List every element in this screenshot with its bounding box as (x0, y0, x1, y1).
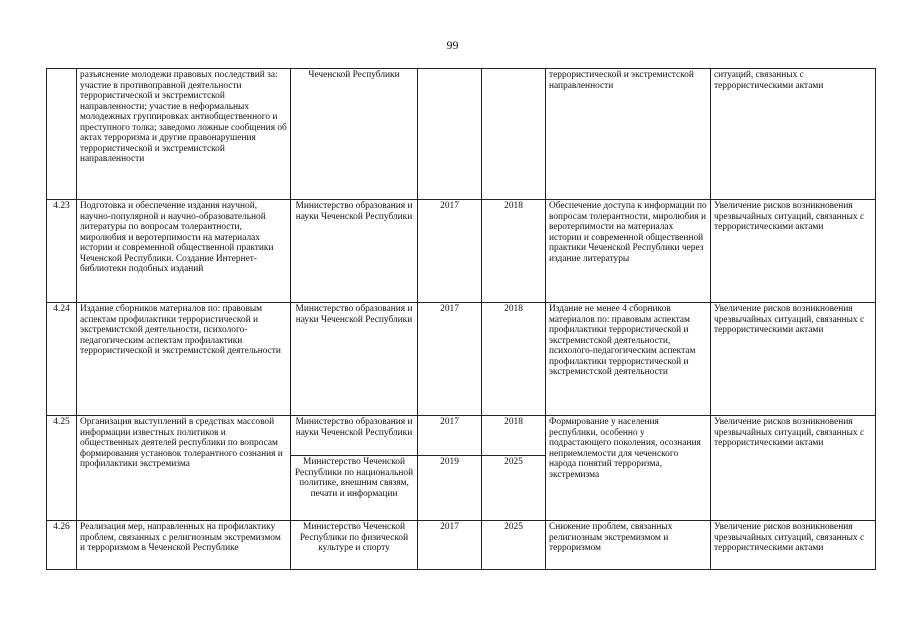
executor-cell: Министерство образования и науки Чеченской Республики (291, 200, 418, 303)
consequence-cell: ситуаций, связанных с террористическими актами (711, 69, 876, 200)
activity-cell: Подготовка и обеспечение издания научной, научно-популярной и научно-образовательной литературы по вопросам толерантности, миролюбия и веротерпимости на материалах истории и современной общественной практики Чеченской Республики. Создание Интернет-библиотеки подобных изданий (77, 200, 291, 303)
table-row (47, 69, 876, 200)
result-cell: Обеспечение доступа к информации по вопросам толерантности, миролюбия и веротерпимости на материалах истории и современной общественной практики Чеченской Республики через издание литературы (546, 200, 711, 303)
executor-cell: Министерство Чеченской Республики по национальной политике, внешним связям, печати и информации (291, 456, 418, 521)
result-cell: Снижение проблем, связанных религиозным экстремизмом и терроризмом (546, 521, 711, 570)
table-row (47, 303, 876, 416)
result-cell: Издание не менее 4 сборников материалов по: правовым аспектам профилактики террористической и экстремистской деятельности, психолого-педагогическим аспектам профилактики террористической и экстремистской деятельности (546, 303, 711, 416)
result-cell: Формирование у населения республики, особенно у подрастающего поколения, осознания неприемлемости для чеченского народа понятий терроризма, экстремизма (546, 416, 711, 521)
start-year-cell (418, 69, 482, 200)
consequence-cell: Увеличение рисков возникновения чрезвычайных ситуаций, связанных с террористическими актами (711, 521, 876, 570)
table-row (47, 200, 876, 303)
start-year-cell: 2017 (418, 303, 482, 416)
activity-cell: Организация выступлений в средствах массовой информации известных политиков и общественных деятелей республики по вопросам формирования установок толерантного сознания и профилактики экстремизма (77, 416, 291, 521)
row-number (47, 69, 77, 200)
end-year-cell: 2018 (482, 416, 546, 456)
executor-cell: Министерство образования и науки Чеченской Республики (291, 416, 418, 456)
executor-cell: Министерство Чеченской Республики по физической культуре и спорту (291, 521, 418, 570)
start-year-cell: 2017 (418, 521, 482, 570)
start-year-cell: 2017 (418, 416, 482, 456)
end-year-cell: 2018 (482, 303, 546, 416)
start-year-cell: 2017 (418, 200, 482, 303)
consequence-cell: Увеличение рисков возникновения чрезвычайных ситуаций, связанных с террористическими актами (711, 416, 876, 521)
table-row (47, 416, 876, 456)
measures-table (46, 68, 876, 570)
start-year-cell: 2019 (418, 456, 482, 521)
row-number: 4.23 (47, 200, 77, 303)
end-year-cell: 2025 (482, 521, 546, 570)
end-year-cell: 2018 (482, 200, 546, 303)
activity-cell: разъяснение молодежи правовых последствий за: участие в противоправной деятельности террористической и экстремистской направленности; участие в неформальных молодежных группировках антиобщественного и преступного толка; заведомо ложные сообщения об актах терроризма и другие правонарушения террористической и экстремистской направленности (77, 69, 291, 200)
row-number: 4.26 (47, 521, 77, 570)
consequence-cell: Увеличение рисков возникновения чрезвычайных ситуаций, связанных с террористическими актами (711, 303, 876, 416)
activity-cell: Издание сборников материалов по: правовым аспектам профилактики террористической и экстремистской деятельности, психолого-педагогическим аспектам профилактики террористической и экстремистской деятельности (77, 303, 291, 416)
table-row (47, 521, 876, 570)
end-year-cell: 2025 (482, 456, 546, 521)
executor-cell: Министерство образования и науки Чеченской Республики (291, 303, 418, 416)
end-year-cell (482, 69, 546, 200)
consequence-cell: Увеличение рисков возникновения чрезвычайных ситуаций, связанных с террористическими актами (711, 200, 876, 303)
executor-cell: Чеченской Республики (291, 69, 418, 200)
row-number: 4.24 (47, 303, 77, 416)
page-number: 99 (446, 38, 459, 52)
result-cell: террористической и экстремистской направленности (546, 69, 711, 200)
row-number: 4.25 (47, 416, 77, 521)
activity-cell: Реализация мер, направленных на профилактику проблем, связанных с религиозным экстремизмом и терроризмом в Чеченской Республике (77, 521, 291, 570)
